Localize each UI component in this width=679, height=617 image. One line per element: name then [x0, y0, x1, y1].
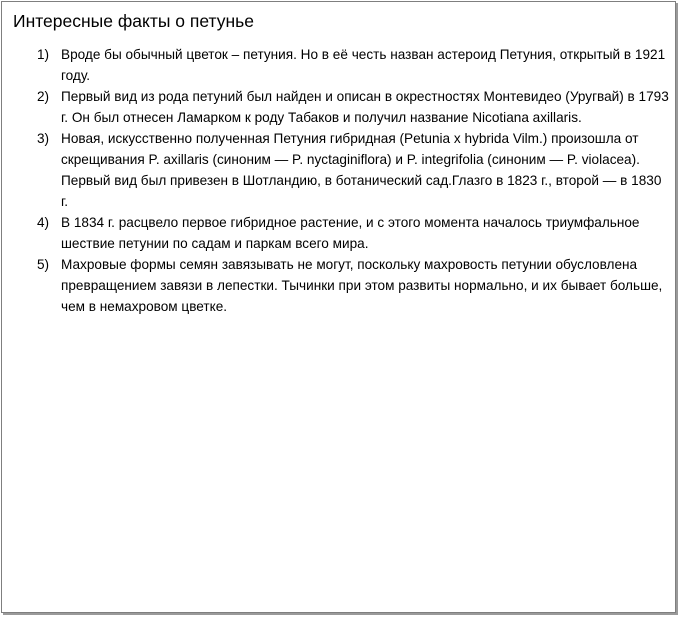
list-item-text: Первый вид из рода петуний был найден и описан в окрестностях Монтевидео (Уругвай) в 1793 г. Он был отнесен Ламарком к роду Табаков и получил название Nicotiana axillaris. — [61, 89, 669, 125]
list-item-number: 1) — [37, 47, 50, 62]
list-item-text: Новая, искусственно полученная Петуния гибридная (Petunia x hybrida Vilm.) произошла от скрещивания P. axillaris (синоним — P. nyctaginiflora) и P. integrifolia (синоним — P. violacea). Первый вид был привезен в Шотландию, в ботанический сад.Глазго в 1823 г., второй — в 1830 г. — [61, 131, 662, 209]
list-item — [2, 128, 672, 212]
facts-list — [2, 44, 672, 317]
list-item-text: Вроде бы обычный цветок – петуния. Но в её честь назван астероид Петуния, открытый в 1921 году. — [61, 47, 666, 83]
list-item-number: 4) — [37, 215, 50, 230]
page-title: Интересные факты о петунье — [13, 11, 254, 31]
list-item-text: В 1834 г. расцвело первое гибридное растение, и с этого момента началось триумфальное шествие петунии по садам и паркам всего мира. — [61, 215, 640, 251]
text-frame — [1, 1, 676, 613]
list-item-number: 5) — [37, 257, 50, 272]
list-item-number: 2) — [37, 89, 50, 104]
list-item — [2, 212, 672, 254]
list-item — [2, 86, 672, 128]
list-item — [2, 254, 672, 317]
list-item-text: Махровые формы семян завязывать не могут, поскольку махровость петунии обусловлена превращением завязи в лепестки. Тычинки при этом развиты нормально, и их бывает больше, чем в немахровом цветке. — [61, 257, 663, 314]
list-item — [2, 44, 672, 86]
list-item-number: 3) — [37, 131, 50, 146]
